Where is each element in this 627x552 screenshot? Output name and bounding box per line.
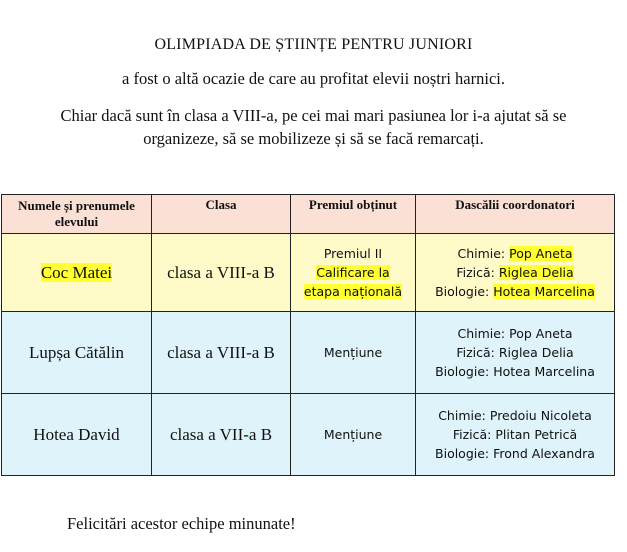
- subject-label: Chimie:: [457, 326, 506, 341]
- teacher-name: Riglea Delia: [498, 265, 574, 280]
- subject-label: Chimie:: [457, 246, 506, 261]
- student-name: Hotea David: [33, 424, 120, 444]
- table-header-row: [2, 195, 615, 234]
- class-cell: clasa a VIII-a B: [152, 234, 291, 312]
- subject-label: Biologie:: [435, 446, 490, 461]
- teacher-line: [420, 406, 610, 425]
- prize-cell: [291, 394, 416, 476]
- teacher-name: Frond Alexandra: [493, 446, 595, 461]
- subject-label: Fizică:: [452, 427, 492, 442]
- student-name-cell: [2, 234, 152, 312]
- prize-line: Mențiune: [323, 427, 383, 442]
- teacher-line: [420, 343, 610, 362]
- header-student-name: Numele și prenumele elevului: [2, 195, 152, 234]
- intro-paragraph: [0, 104, 627, 150]
- table-row: [2, 312, 615, 394]
- student-name: Coc Matei: [40, 262, 113, 282]
- class-cell: clasa a VIII-a B: [152, 312, 291, 394]
- intro-paragraph-line-2: organizeze, să se mobilizeze și să se facă remarcați.: [143, 129, 484, 148]
- teachers-cell: [416, 234, 615, 312]
- subject-label: Fizică:: [456, 345, 495, 360]
- header-prize: Premiul obținut: [291, 195, 416, 234]
- prize-cell: [291, 312, 416, 394]
- prize-line: Premiul II: [323, 246, 383, 261]
- subject-label: Chimie:: [438, 408, 486, 423]
- subject-label: Fizică:: [456, 265, 495, 280]
- teacher-line: [420, 244, 610, 263]
- document-title: OLIMPIADA DE ȘTIINȚE PENTRU JUNIORI: [154, 36, 473, 53]
- header-teachers: Dascălii coordonatori: [416, 195, 615, 234]
- class-cell: clasa a VII-a B: [152, 394, 291, 476]
- teacher-name: Hotea Marcelina: [493, 364, 595, 379]
- student-name: Lupșa Cătălin: [29, 342, 124, 362]
- prize-line-highlighted: etapa națională: [303, 284, 403, 299]
- teacher-line: [420, 362, 610, 381]
- teacher-line: [420, 425, 610, 444]
- teacher-name: Riglea Delia: [498, 345, 574, 360]
- teacher-line: [420, 282, 610, 301]
- prize-line: Mențiune: [323, 345, 383, 360]
- header-class: Clasa: [152, 195, 291, 234]
- teacher-name: Plitan Petrică: [495, 427, 578, 442]
- student-name-cell: [2, 394, 152, 476]
- prize-line-highlighted: Calificare la: [316, 265, 390, 280]
- teacher-name: Pop Aneta: [509, 326, 573, 341]
- table-row: [2, 394, 615, 476]
- teacher-line: [420, 444, 610, 463]
- teachers-cell: [416, 394, 615, 476]
- prize-cell: [291, 234, 416, 312]
- student-name-cell: [2, 312, 152, 394]
- teacher-name: Predoiu Nicoleta: [489, 408, 592, 423]
- teacher-line: [420, 324, 610, 343]
- table-row: [2, 234, 615, 312]
- teacher-line: [420, 263, 610, 282]
- intro-line: a fost o altă ocazie de care au profitat elevii noștri harnici.: [122, 69, 505, 88]
- teacher-name: Pop Aneta: [509, 246, 573, 261]
- intro-paragraph-line-1: Chiar dacă sunt în clasa a VIII-a, pe cei mai mari pasiunea lor i-a ajutat să se: [60, 106, 567, 125]
- results-table: [1, 194, 615, 476]
- closing-line: Felicitări acestor echipe minunate!: [67, 514, 296, 533]
- teacher-name: Hotea Marcelina: [493, 284, 595, 299]
- subject-label: Biologie:: [435, 284, 490, 299]
- subject-label: Biologie:: [435, 364, 490, 379]
- teachers-cell: [416, 312, 615, 394]
